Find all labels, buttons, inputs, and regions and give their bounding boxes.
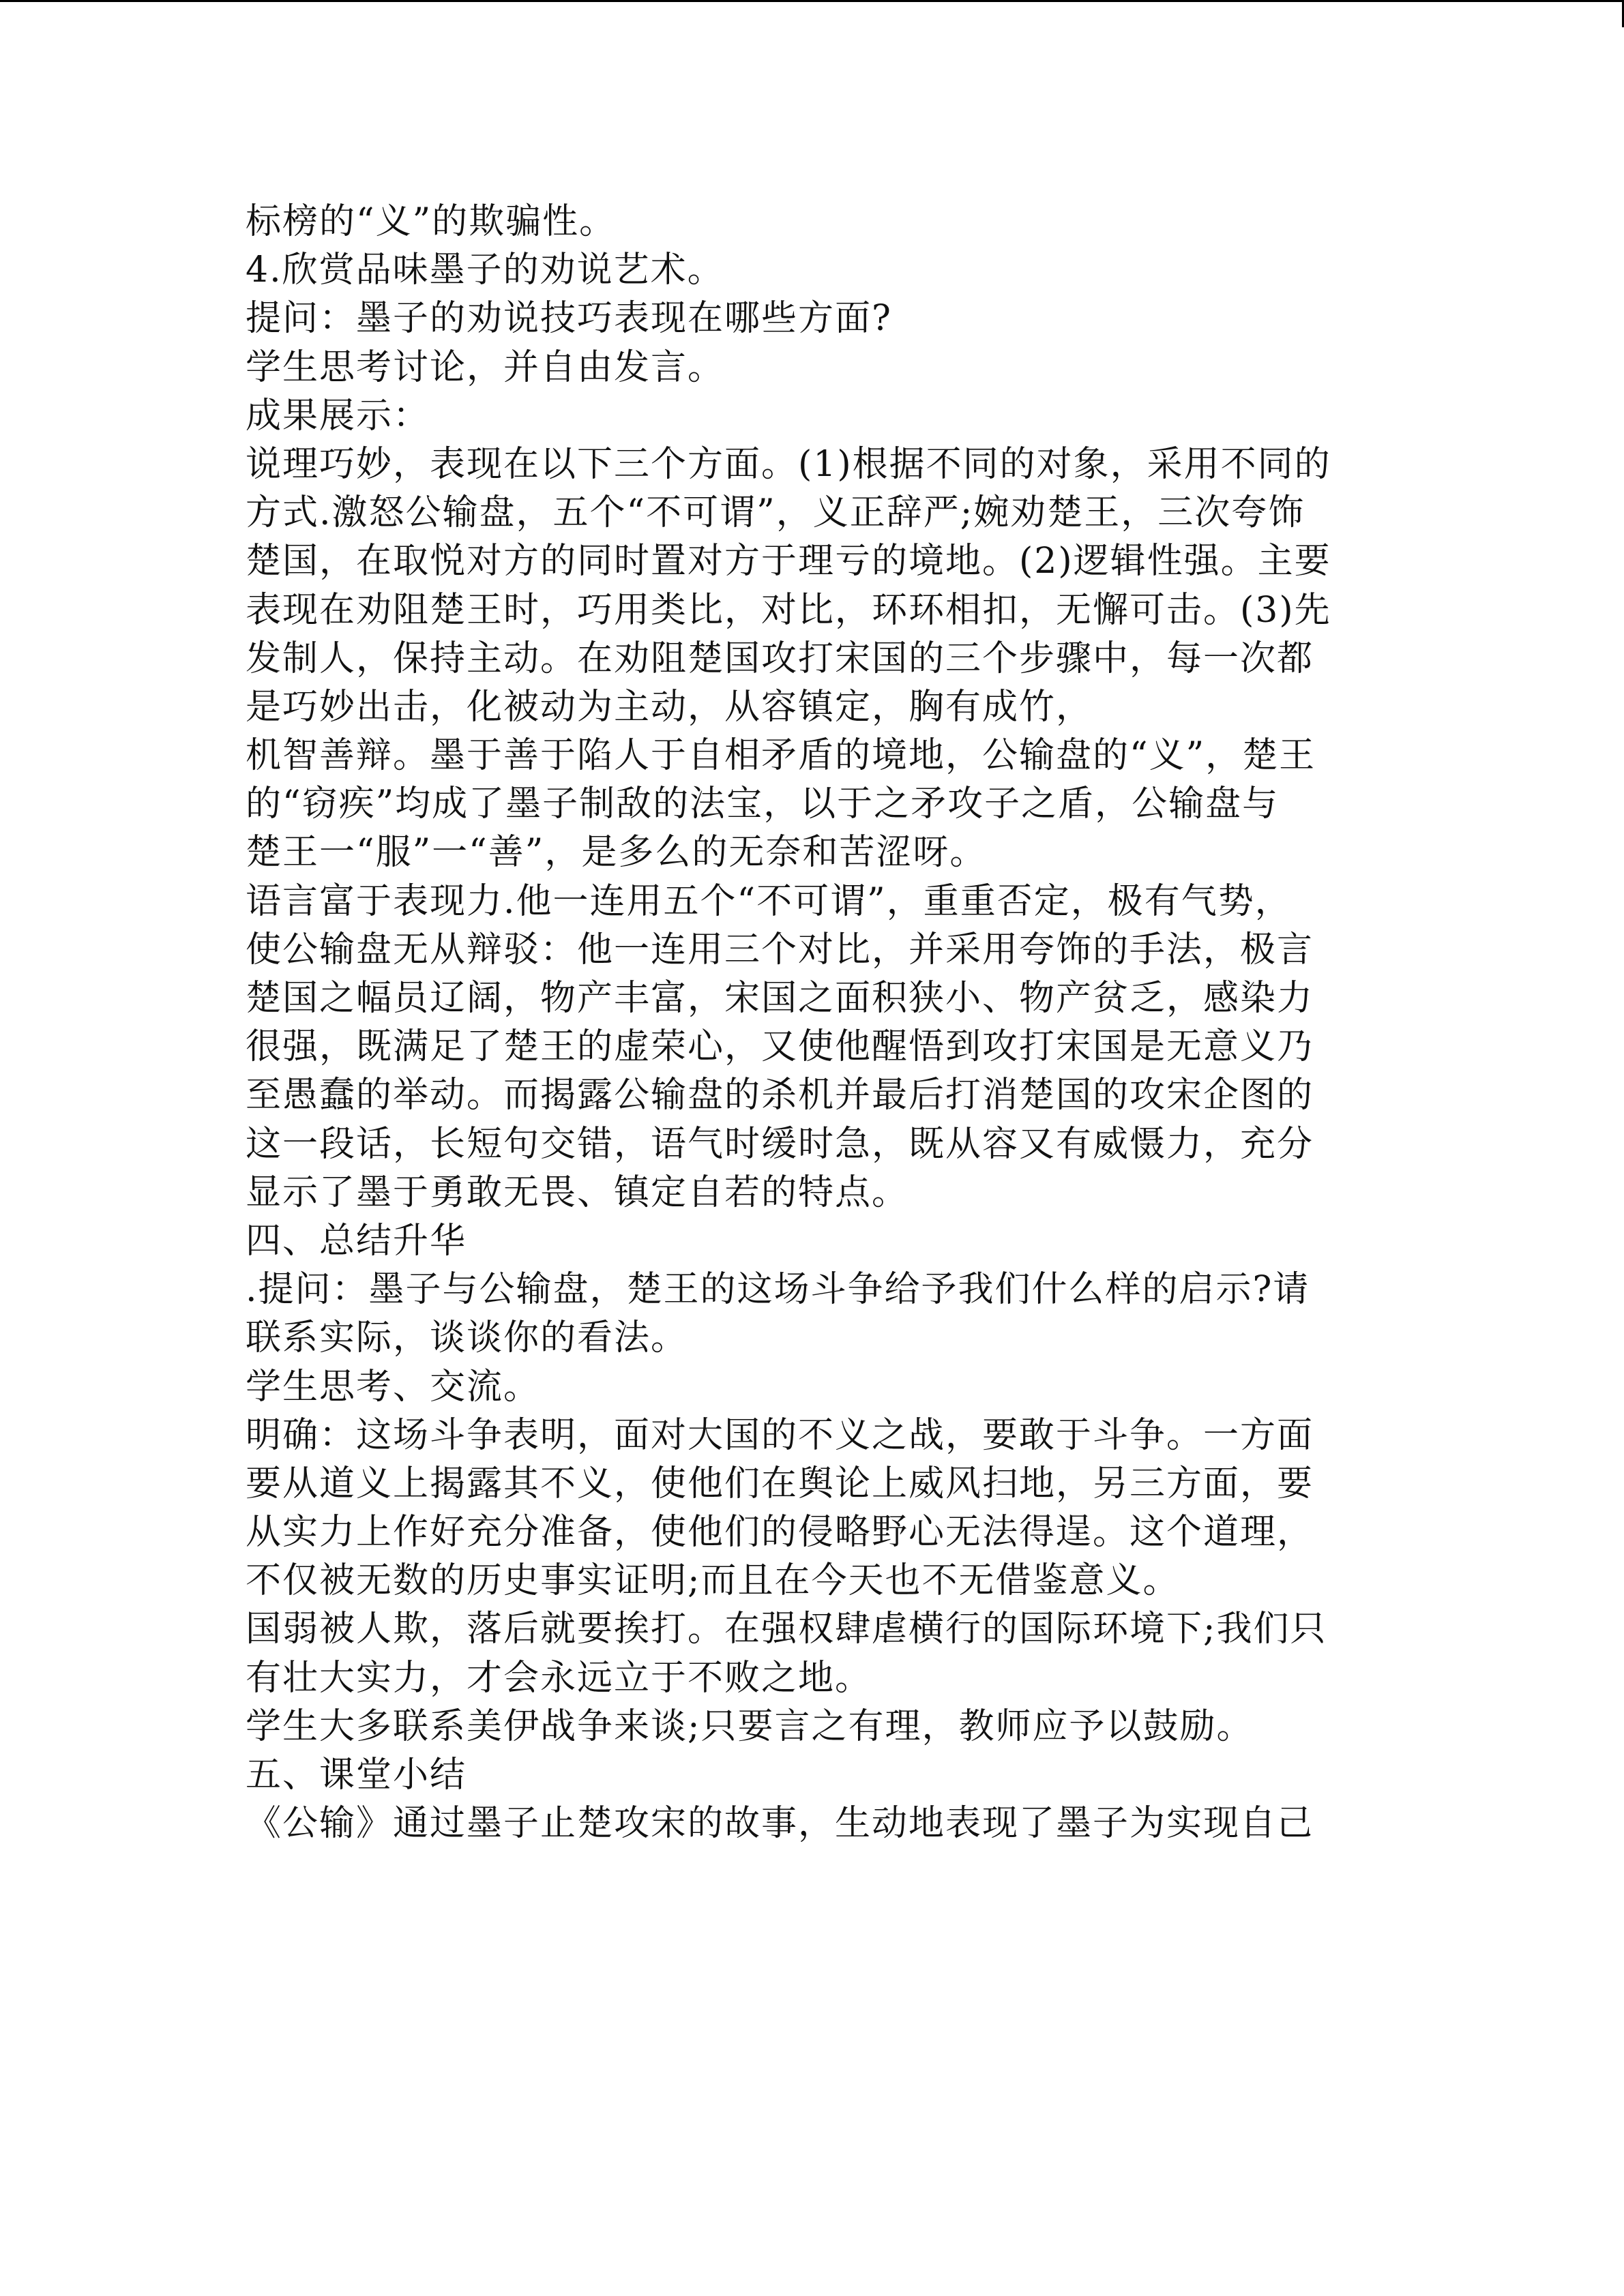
text-line: 标榜的“义”的欺骗性。	[246, 201, 617, 242]
text-line: 表现在劝阻楚王时，巧用类比，对比，环环相扣，无懈可击。(3)先	[246, 589, 1331, 631]
text-line: 楚国，在取悦对方的同时置对方于理亏的境地。(2)逻辑性强。主要	[246, 541, 1331, 582]
text-line: 学生思考、交流。	[246, 1366, 541, 1407]
text-line: 发制人，保持主动。在劝阻楚国攻打宋国的三个步骤中，每一次都	[246, 638, 1314, 679]
text-line: 语言富于表现力.他一连用五个“不可谓”，重重否定，极有气势，	[246, 880, 1292, 922]
text-line: 说理巧妙，表现在以下三个方面。(1)根据不同的对象，采用不同的	[246, 443, 1331, 485]
page-top-border	[0, 0, 1624, 2]
text-line: 楚王一“服”一“善”，是多么的无奈和苦涩呀。	[246, 832, 987, 874]
text-line: 从实力上作好充分准备，使他们的侵略野心无法得逞。这个道理，	[246, 1512, 1314, 1553]
text-line: 楚国之幅员辽阔，物产丰富，宋国之面积狭小、物产贫乏，感染力	[246, 978, 1314, 1019]
text-line: 机智善辩。墨于善于陷人于自相矛盾的境地，公输盘的“义”，楚王	[246, 735, 1316, 777]
section-heading: 四、总结升华	[246, 1220, 467, 1262]
text-line: 学生大多联系美伊战争来谈;只要言之有理，教师应予以鼓励。	[246, 1705, 1254, 1747]
text-line: 联系实际，谈谈你的看法。	[246, 1317, 688, 1359]
text-line: 这一段话，长短句交错，语气时缓时急，既从容又有威慑力，充分	[246, 1123, 1314, 1165]
document-body	[246, 198, 1378, 1848]
text-line: 学生思考讨论，并自由发言。	[246, 346, 725, 388]
section-heading: 五、课堂小结	[246, 1755, 467, 1795]
text-line: 国弱被人欺，落后就要挨打。在强权肆虐横行的国际环境下;我们只	[246, 1609, 1327, 1650]
text-line: 提问：墨子的劝说技巧表现在哪些方面?	[246, 298, 892, 340]
text-line: 《公输》通过墨子止楚攻宋的故事，生动地表现了墨子为实现自己	[246, 1803, 1314, 1845]
text-line: 不仅被无数的历史事实证明;而且在今天也不无借鉴意义。	[246, 1560, 1180, 1602]
text-line: 显示了墨于勇敢无畏、镇定自若的特点。	[246, 1172, 909, 1213]
text-line: .提问：墨子与公输盘，楚王的这场斗争给予我们什么样的启示?请	[246, 1269, 1310, 1311]
text-line: 明确：这场斗争表明，面对大国的不义之战，要敢于斗争。一方面	[246, 1414, 1314, 1456]
text-line: 是巧妙出击，化被动为主动，从容镇定，胸有成竹，	[246, 686, 1093, 728]
text-line: 很强，既满足了楚王的虚荣心，又使他醒悟到攻打宋国是无意义乃	[246, 1026, 1314, 1068]
text-line: 成果展示：	[246, 395, 430, 436]
text-line: 4.欣赏品味墨子的劝说艺术。	[246, 250, 724, 291]
text-line: 使公输盘无从辩驳：他一连用三个对比，并采用夸饰的手法，极言	[246, 929, 1314, 970]
text-line: 要从道义上揭露其不义，使他们在舆论上威风扫地，另三方面，要	[246, 1463, 1314, 1504]
text-line: 方式.激怒公输盘，五个“不可谓”，义正辞严;婉劝楚王，三次夸饰	[246, 492, 1305, 534]
text-line: 有壮大实力，才会永远立于不败之地。	[246, 1657, 872, 1699]
text-line: 的“窃疾”均成了墨子制敌的法宝，以于之矛攻子之盾，公输盘与	[246, 784, 1280, 825]
text-line: 至愚蠢的举动。而揭露公输盘的杀机并最后打消楚国的攻宋企图的	[246, 1075, 1314, 1116]
